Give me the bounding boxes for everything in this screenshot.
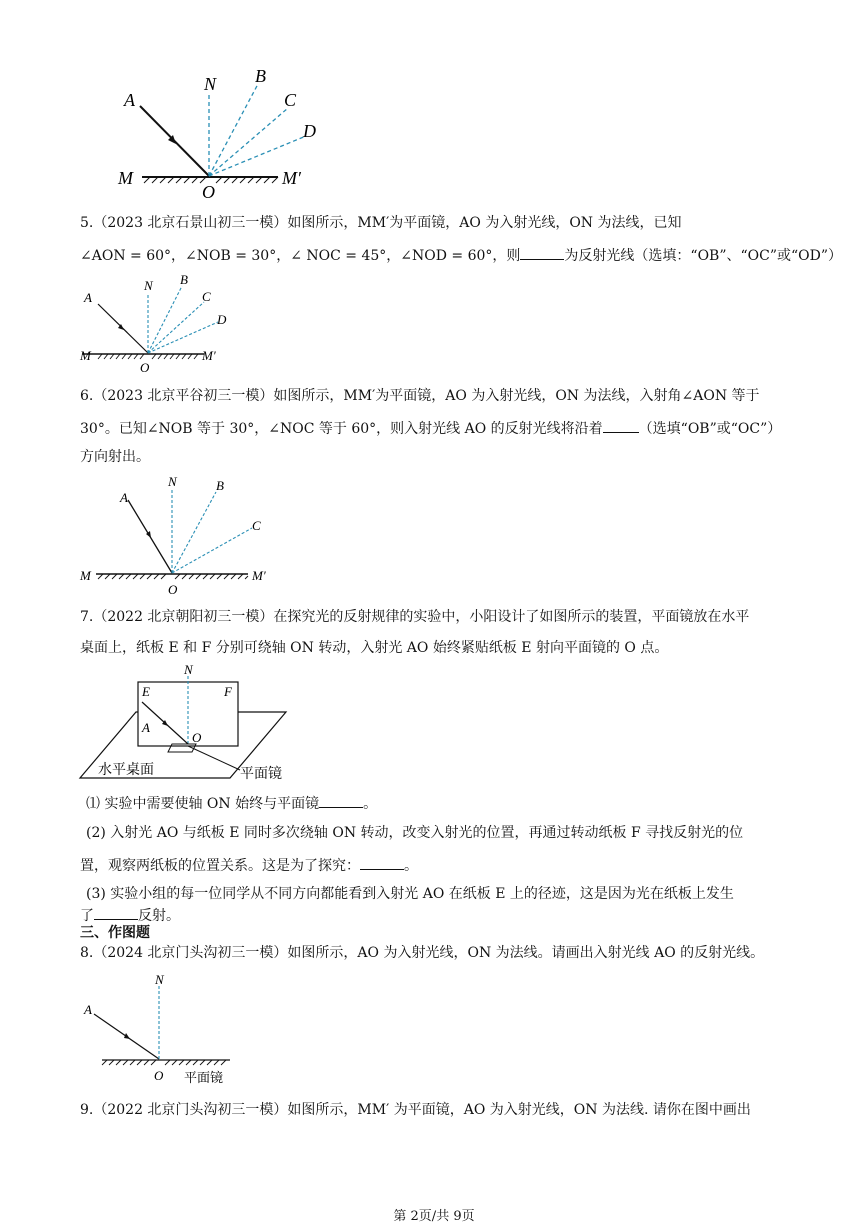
label-N: N: [204, 74, 217, 94]
q7-line2: 桌面上，纸板 E 和 F 分别可绕轴 ON 转动，入射光 AO 始终紧贴纸板 E 射向平面镜的 O 点。: [80, 640, 669, 656]
q5-line1: 5.（2023 北京石景山初三一模）如图所示，MM′为平面镜，AO 为入射光线，ON 为法线，已知: [80, 215, 682, 231]
q5-label-M: M: [80, 348, 91, 363]
q6-line2-part1: 30°。已知∠NOB 等于 30°，∠NOC 等于 60°，则入射光线 AO 的反射光线将沿着: [80, 421, 603, 437]
q7-label-F: F: [224, 684, 232, 699]
q6-line2: [80, 418, 781, 438]
q7-sub3-part1: 了: [80, 908, 94, 924]
q7-sub2-line1: (2) 入射光 AO 与纸板 E 同时多次绕轴 ON 转动，改变入射光的位置，再通过转动纸板 F 寻找反射光的位: [86, 825, 744, 841]
q5-line2-part1: ∠AON = 60°，∠NOB = 30°，∠ NOC = 45°，∠NOD = 60°，则: [80, 248, 521, 264]
q7-sub2-blank: [360, 855, 404, 870]
q7-label-N: N: [184, 662, 193, 677]
label-M-prime: M′: [282, 168, 301, 188]
q8-line1: 8.（2024 北京门头沟初三一模）如图所示，AO 为入射光线，ON 为法线。请画出入射光线 AO 的反射光线。: [80, 945, 765, 961]
q5-label-B: B: [180, 272, 188, 287]
q7-sub3-part2: 反射。: [138, 908, 180, 924]
label-C: C: [284, 90, 297, 110]
label-D: D: [303, 121, 316, 141]
q7-label-O: O: [192, 730, 202, 745]
q5-label-C: C: [202, 289, 211, 304]
q6-line3: 方向射出。: [80, 449, 150, 465]
q6-label-A: A: [120, 490, 128, 505]
q5-label-D: D: [217, 312, 227, 327]
label-A: A: [124, 90, 135, 110]
figure-q5: [76, 272, 246, 374]
q8-label-O: O: [154, 1068, 164, 1083]
q6-line2-part2: （选填“OB”或“OC”）: [638, 421, 782, 437]
q7-sub1: [86, 793, 377, 813]
q6-label-N: N: [168, 474, 177, 489]
page-footer: 第 2页/共 9页: [393, 1209, 475, 1224]
label-M: M: [118, 168, 133, 188]
q7-sub1-part2: 。: [363, 796, 378, 812]
label-O: O: [202, 182, 215, 202]
figure-top-reflection: [110, 62, 330, 202]
q7-sub3-line1: (3) 实验小组的每一位同学从不同方向都能看到入射光 AO 在纸板 E 上的径迹，这是因为光在纸板上发生: [86, 886, 734, 902]
q5-answer-blank: [520, 245, 564, 260]
q6-label-M: M: [80, 568, 91, 583]
q5-label-M-prime: M′: [202, 348, 216, 363]
q7-label-A: A: [142, 720, 150, 735]
q6-label-C: C: [252, 518, 261, 533]
q9-line1: 9.（2022 北京门头沟初三一模）如图所示，MM′ 为平面镜，AO 为入射光线，ON 为法线. 请你在图中画出: [80, 1102, 751, 1118]
q7-sub2-part1: 置，观察两纸板的位置关系。这是为了探究：: [80, 858, 360, 874]
q5-line2-part2: 为反射光线（选填：“OB”、“OC”或“OD”）: [564, 248, 843, 264]
q7-mirror-label: 平面镜: [240, 767, 282, 782]
q7-sub1-part1: ⑴ 实验中需要使轴 ON 始终与平面镜: [86, 796, 320, 812]
q6-label-M-prime: M′: [252, 568, 266, 583]
q6-label-B: B: [216, 478, 224, 493]
q5-label-N: N: [144, 278, 153, 293]
q7-sub1-blank: [319, 793, 363, 808]
q7-table-label: 水平桌面: [98, 763, 154, 778]
figure-q8: [80, 970, 250, 1088]
q6-answer-blank: [603, 418, 639, 433]
q6-label-O: O: [168, 582, 178, 596]
figure-q7-apparatus: [76, 660, 306, 786]
label-B: B: [255, 66, 266, 86]
figure-q6: [76, 470, 286, 596]
q7-sub2-line2: [80, 855, 418, 875]
q8-label-A: A: [84, 1002, 92, 1017]
q8-label-N: N: [155, 972, 164, 987]
q8-mirror-label: 平面镜: [184, 1070, 224, 1085]
q7-line1: 7.（2022 北京朝阳初三一模）在探究光的反射规律的实验中，小阳设计了如图所示的装置，平面镜放在水平: [80, 609, 750, 625]
q7-sub3-line2: [80, 905, 180, 925]
q5-label-O: O: [140, 360, 150, 374]
q6-line1: 6.（2023 北京平谷初三一模）如图所示，MM′为平面镜，AO 为入射光线，ON 为法线，入射角∠AON 等于: [80, 388, 760, 404]
q5-line2: [80, 245, 842, 265]
q7-sub2-part2: 。: [404, 858, 418, 874]
section-title-drawing: 三、作图题: [80, 925, 150, 941]
q7-label-E: E: [142, 684, 150, 699]
q7-sub3-blank: [94, 905, 138, 920]
q5-label-A: A: [84, 290, 92, 305]
